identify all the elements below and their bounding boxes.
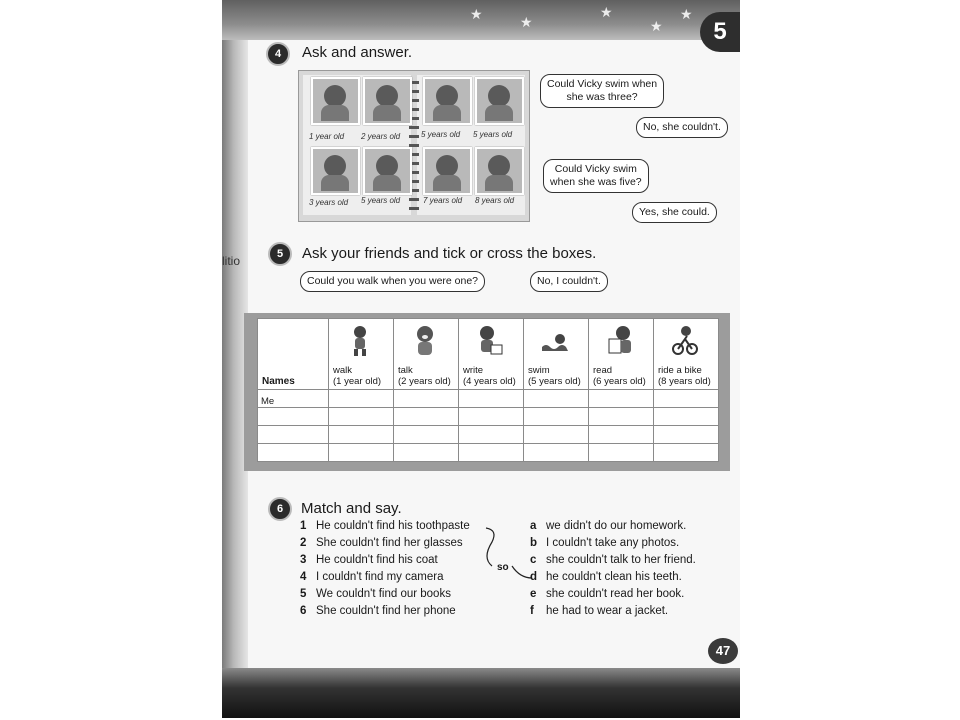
opposite-page-edge-text: litio (222, 254, 241, 268)
column-swim: swim (5 years old) (524, 319, 589, 390)
photo-8 (475, 147, 524, 195)
answer-box[interactable] (654, 426, 719, 444)
answer-box[interactable] (459, 408, 524, 426)
match-left-item: 3 He couldn't find his coat (300, 554, 438, 566)
match-right-item: e she couldn't read her book. (530, 588, 685, 600)
star-icon: ★ (600, 4, 613, 20)
photo-6 (363, 147, 412, 195)
match-left-item: 1 He couldn't find his toothpaste (300, 520, 470, 532)
exercise-5-title: Ask your friends and tick or cross the boxes. (302, 245, 597, 262)
exercise-5-number: 5 (268, 242, 292, 266)
answer-box[interactable] (524, 426, 589, 444)
photo-3 (423, 77, 472, 125)
connector-so: so (497, 562, 509, 573)
answer-box[interactable] (329, 408, 394, 426)
photo-5 (311, 147, 360, 195)
answer-box[interactable] (654, 408, 719, 426)
photo-4 (475, 77, 524, 125)
answer-box[interactable] (524, 444, 589, 462)
match-right-item: d he couldn't clean his teeth. (530, 571, 682, 583)
column-walk: walk (1 year old) (329, 319, 394, 390)
photo-1 (311, 77, 360, 125)
answer-box[interactable] (654, 444, 719, 462)
table-row (258, 426, 719, 444)
answer-box[interactable] (459, 426, 524, 444)
age-label: 5 years old (473, 130, 513, 139)
answer-box[interactable] (589, 408, 654, 426)
name-cell[interactable] (258, 408, 329, 426)
answer-box[interactable] (524, 408, 589, 426)
exercise-6-number: 6 (268, 497, 292, 521)
age-label: 1 year old (309, 132, 345, 141)
reading-child-icon (607, 325, 633, 357)
match-left-item: 2 She couldn't find her glasses (300, 537, 463, 549)
bike-icon (672, 325, 698, 357)
answer-box[interactable] (459, 444, 524, 462)
match-left-item: 4 I couldn't find my camera (300, 571, 444, 583)
match-left-item: 6 She couldn't find her phone (300, 605, 456, 617)
answer-box[interactable] (589, 390, 654, 408)
speech-bubble-answer-1: No, she couldn't. (636, 117, 728, 138)
match-right-item: f he had to wear a jacket. (530, 605, 669, 617)
age-label: 5 years old (421, 130, 461, 139)
answer-box[interactable] (329, 426, 394, 444)
speech-bubble-answer: No, I couldn't. (530, 271, 608, 292)
page-margin-left (0, 0, 222, 720)
column-talk: talk (2 years old) (394, 319, 459, 390)
column-ride-a-bike: ride a bike (8 years old) (654, 319, 719, 390)
match-left-item: 5 We couldn't find our books (300, 588, 451, 600)
answer-box[interactable] (654, 390, 719, 408)
age-label: 5 years old (361, 196, 401, 205)
age-label: 2 years old (361, 132, 401, 141)
exercise-6-title: Match and say. (301, 500, 402, 517)
answer-box[interactable] (394, 390, 459, 408)
star-icon: ★ (520, 14, 533, 30)
match-right-item: c she couldn't talk to her friend. (530, 554, 696, 566)
exercise-4-number: 4 (266, 42, 290, 66)
names-column-header: Names (258, 319, 329, 390)
exercise-4-title: Ask and answer. (302, 44, 413, 61)
table-row (258, 444, 719, 462)
speech-bubble-question: Could you walk when you were one? (300, 271, 485, 292)
match-right-item: b I couldn't take any photos. (530, 537, 680, 549)
match-right-item: a we didn't do our homework. (530, 520, 687, 532)
survey-table (257, 318, 719, 462)
column-read: read (6 years old) (589, 319, 654, 390)
writing-child-icon (477, 325, 503, 357)
age-label: 7 years old (423, 196, 463, 205)
table-row (258, 408, 719, 426)
answer-box[interactable] (394, 444, 459, 462)
answer-box[interactable] (394, 426, 459, 444)
answer-box[interactable] (589, 444, 654, 462)
walking-child-icon (347, 325, 373, 357)
name-cell[interactable]: Me (258, 390, 329, 408)
name-cell[interactable] (258, 444, 329, 462)
age-label: 8 years old (475, 196, 515, 205)
star-icon: ★ (470, 6, 483, 22)
table-row (258, 390, 719, 408)
age-label: 3 years old (309, 198, 349, 207)
speech-bubble-answer-2: Yes, she could. (632, 202, 717, 223)
photo-2 (363, 77, 412, 125)
swimming-child-icon (542, 325, 568, 357)
footer-band (222, 668, 740, 718)
name-cell[interactable] (258, 426, 329, 444)
answer-box[interactable] (589, 426, 654, 444)
column-write: write (4 years old) (459, 319, 524, 390)
answer-box[interactable] (329, 390, 394, 408)
star-icon: ★ (650, 18, 663, 34)
answer-box[interactable] (524, 390, 589, 408)
star-icon: ★ (680, 6, 693, 22)
answer-box[interactable] (329, 444, 394, 462)
answer-box[interactable] (459, 390, 524, 408)
photo-7 (423, 147, 472, 195)
unit-number-badge: 5 (700, 12, 740, 52)
talking-child-icon (412, 325, 438, 357)
speech-bubble-question-1: Could Vicky swim when she was three? (540, 74, 664, 108)
speech-bubble-question-2: Could Vicky swim when she was five? (543, 159, 649, 193)
page-number: 47 (708, 638, 738, 664)
photo-album (298, 70, 530, 222)
answer-box[interactable] (394, 408, 459, 426)
